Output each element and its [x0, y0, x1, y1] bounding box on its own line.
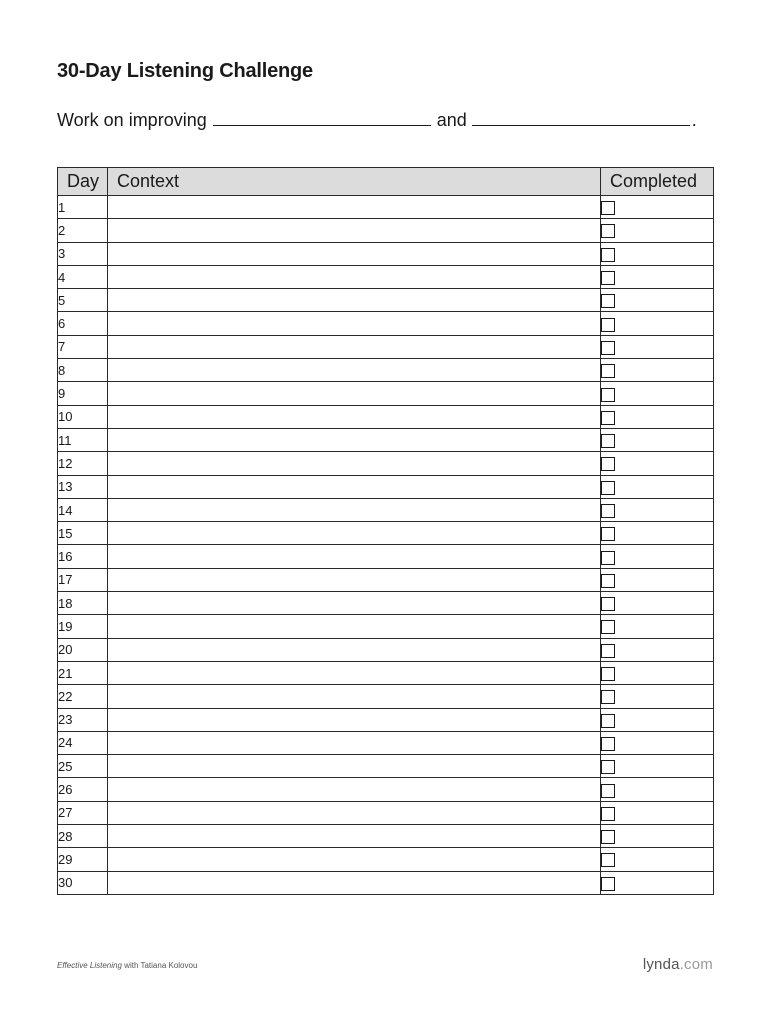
completed-checkbox[interactable] [601, 248, 615, 262]
completed-cell [601, 685, 714, 708]
completed-cell [601, 592, 714, 615]
completed-cell [601, 545, 714, 568]
completed-cell [601, 475, 714, 498]
table-row [58, 196, 714, 219]
goal-prompt [57, 109, 697, 131]
completed-cell [601, 452, 714, 475]
day-number: 19 [58, 615, 108, 638]
completed-checkbox[interactable] [601, 597, 615, 611]
day-number: 2 [58, 219, 108, 242]
completed-checkbox[interactable] [601, 481, 615, 495]
completed-checkbox[interactable] [601, 318, 615, 332]
day-number: 18 [58, 592, 108, 615]
context-cell[interactable] [108, 452, 601, 475]
completed-checkbox[interactable] [601, 574, 615, 588]
table-row [58, 382, 714, 405]
completed-cell [601, 498, 714, 521]
prompt-text-before: Work on improving [57, 110, 207, 130]
context-cell[interactable] [108, 801, 601, 824]
completed-checkbox[interactable] [601, 551, 615, 565]
completed-cell [601, 825, 714, 848]
table-row [58, 242, 714, 265]
table-row [58, 289, 714, 312]
header-completed: Completed [601, 168, 714, 196]
completed-checkbox[interactable] [601, 294, 615, 308]
completed-cell [601, 615, 714, 638]
context-cell[interactable] [108, 289, 601, 312]
day-number: 25 [58, 755, 108, 778]
day-number: 23 [58, 708, 108, 731]
context-cell[interactable] [108, 382, 601, 405]
context-cell[interactable] [108, 335, 601, 358]
table-row [58, 661, 714, 684]
completed-checkbox[interactable] [601, 760, 615, 774]
context-cell[interactable] [108, 545, 601, 568]
goal-blank-1[interactable] [213, 109, 431, 126]
context-cell[interactable] [108, 405, 601, 428]
completed-cell [601, 801, 714, 824]
day-number: 22 [58, 685, 108, 708]
context-cell[interactable] [108, 638, 601, 661]
completed-checkbox[interactable] [601, 457, 615, 471]
day-number: 4 [58, 265, 108, 288]
completed-cell [601, 755, 714, 778]
table-body [58, 196, 714, 895]
day-number: 14 [58, 498, 108, 521]
table-row [58, 848, 714, 871]
completed-checkbox[interactable] [601, 667, 615, 681]
table-row [58, 265, 714, 288]
table-row [58, 452, 714, 475]
context-cell[interactable] [108, 498, 601, 521]
logo-brand: lynda [642, 956, 680, 973]
completed-cell [601, 568, 714, 591]
context-cell[interactable] [108, 265, 601, 288]
table-row [58, 592, 714, 615]
completed-cell [601, 289, 714, 312]
completed-cell [601, 638, 714, 661]
completed-cell [601, 708, 714, 731]
completed-cell [601, 196, 714, 219]
day-number: 26 [58, 778, 108, 801]
table-row [58, 335, 714, 358]
completed-checkbox[interactable] [601, 737, 615, 751]
day-number: 6 [58, 312, 108, 335]
day-number: 9 [58, 382, 108, 405]
completed-checkbox[interactable] [601, 271, 615, 285]
page-title: 30-Day Listening Challenge [57, 60, 313, 82]
context-cell[interactable] [108, 778, 601, 801]
completed-cell [601, 359, 714, 382]
completed-cell [601, 405, 714, 428]
day-number: 27 [58, 801, 108, 824]
table-row [58, 405, 714, 428]
completed-checkbox[interactable] [601, 224, 615, 238]
completed-checkbox[interactable] [601, 807, 615, 821]
day-number: 29 [58, 848, 108, 871]
day-number: 7 [58, 335, 108, 358]
footer-course-title: Effective Listening [57, 961, 122, 970]
table-row [58, 312, 714, 335]
completed-cell [601, 428, 714, 451]
context-cell[interactable] [108, 661, 601, 684]
context-cell[interactable] [108, 592, 601, 615]
context-cell[interactable] [108, 848, 601, 871]
completed-cell [601, 731, 714, 754]
completed-checkbox[interactable] [601, 784, 615, 798]
header-day: Day [58, 168, 108, 196]
context-cell[interactable] [108, 731, 601, 754]
lynda-logo [643, 956, 713, 973]
completed-cell [601, 522, 714, 545]
context-cell[interactable] [108, 568, 601, 591]
table-row [58, 219, 714, 242]
completed-cell [601, 778, 714, 801]
completed-cell [601, 335, 714, 358]
day-number: 1 [58, 196, 108, 219]
table-row [58, 801, 714, 824]
day-number: 16 [58, 545, 108, 568]
table-row [58, 708, 714, 731]
challenge-table [57, 167, 714, 895]
table-row [58, 615, 714, 638]
completed-checkbox[interactable] [601, 388, 615, 402]
context-cell[interactable] [108, 708, 601, 731]
table-row [58, 638, 714, 661]
prompt-text-after: . [691, 110, 697, 130]
completed-checkbox[interactable] [601, 434, 615, 448]
completed-cell [601, 661, 714, 684]
context-cell[interactable] [108, 219, 601, 242]
completed-cell [601, 265, 714, 288]
completed-checkbox[interactable] [601, 690, 615, 704]
table-row [58, 685, 714, 708]
table-row [58, 475, 714, 498]
completed-cell [601, 312, 714, 335]
completed-checkbox[interactable] [601, 364, 615, 378]
header-context: Context [108, 168, 601, 196]
day-number: 8 [58, 359, 108, 382]
completed-cell [601, 219, 714, 242]
table-row [58, 871, 714, 894]
prompt-text-middle: and [436, 110, 467, 130]
day-number: 13 [58, 475, 108, 498]
context-cell[interactable] [108, 242, 601, 265]
context-cell[interactable] [108, 522, 601, 545]
day-number: 11 [58, 428, 108, 451]
footer-credit [57, 961, 197, 970]
completed-cell [601, 242, 714, 265]
completed-checkbox[interactable] [601, 201, 615, 215]
context-cell[interactable] [108, 475, 601, 498]
context-cell[interactable] [108, 755, 601, 778]
day-number: 21 [58, 661, 108, 684]
logo-tld: .com [679, 956, 713, 973]
completed-cell [601, 871, 714, 894]
context-cell[interactable] [108, 359, 601, 382]
completed-checkbox[interactable] [601, 830, 615, 844]
table-row [58, 731, 714, 754]
day-number: 17 [58, 568, 108, 591]
context-cell[interactable] [108, 825, 601, 848]
day-number: 24 [58, 731, 108, 754]
context-cell[interactable] [108, 685, 601, 708]
completed-checkbox[interactable] [601, 341, 615, 355]
day-number: 30 [58, 871, 108, 894]
day-number: 10 [58, 405, 108, 428]
context-cell[interactable] [108, 615, 601, 638]
context-cell[interactable] [108, 312, 601, 335]
day-number: 12 [58, 452, 108, 475]
context-cell[interactable] [108, 196, 601, 219]
completed-checkbox[interactable] [601, 411, 615, 425]
table-row [58, 825, 714, 848]
completed-checkbox[interactable] [601, 620, 615, 634]
day-number: 15 [58, 522, 108, 545]
table-row [58, 359, 714, 382]
table-row [58, 428, 714, 451]
context-cell[interactable] [108, 871, 601, 894]
table-row [58, 778, 714, 801]
table-row [58, 568, 714, 591]
table-header-row [58, 168, 714, 196]
completed-cell [601, 848, 714, 871]
completed-checkbox[interactable] [601, 644, 615, 658]
day-number: 20 [58, 638, 108, 661]
completed-cell [601, 382, 714, 405]
completed-checkbox[interactable] [601, 877, 615, 891]
table-row [58, 755, 714, 778]
day-number: 28 [58, 825, 108, 848]
context-cell[interactable] [108, 428, 601, 451]
table-row [58, 498, 714, 521]
table-row [58, 522, 714, 545]
completed-checkbox[interactable] [601, 714, 615, 728]
table-row [58, 545, 714, 568]
day-number: 3 [58, 242, 108, 265]
completed-checkbox[interactable] [601, 504, 615, 518]
completed-checkbox[interactable] [601, 853, 615, 867]
goal-blank-2[interactable] [472, 109, 690, 126]
footer-byline: with Tatiana Kolovou [124, 961, 198, 970]
completed-checkbox[interactable] [601, 527, 615, 541]
day-number: 5 [58, 289, 108, 312]
